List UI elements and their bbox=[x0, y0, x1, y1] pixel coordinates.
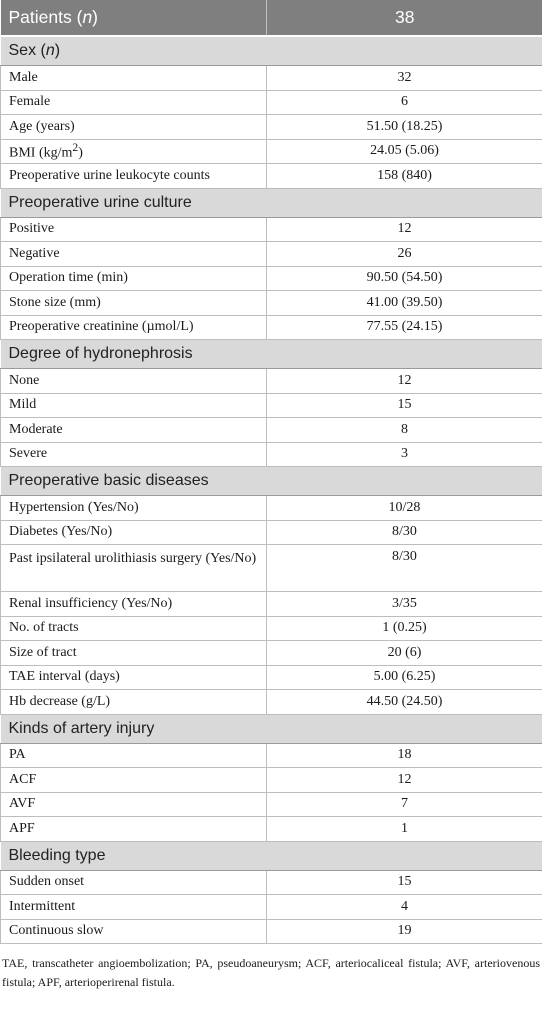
row-label: Renal insufficiency (Yes/No) bbox=[1, 592, 267, 617]
section-header-urine-culture bbox=[1, 188, 542, 217]
section-title: Kinds of artery injury bbox=[1, 714, 542, 743]
row-label: APF bbox=[1, 817, 267, 842]
row-value: 3 bbox=[267, 442, 542, 467]
section-header-basic-diseases bbox=[1, 467, 542, 496]
table-row bbox=[1, 315, 542, 340]
section-header-artery-injury bbox=[1, 714, 542, 743]
table-row bbox=[1, 90, 542, 115]
header-label-text: Patients ( bbox=[8, 7, 83, 27]
table-row bbox=[1, 139, 542, 164]
table-row bbox=[1, 442, 542, 467]
row-value: 1 bbox=[267, 817, 542, 842]
row-label-text: BMI (kg/m bbox=[9, 145, 73, 161]
row-value: 19 bbox=[267, 919, 542, 944]
table-row bbox=[1, 266, 542, 291]
row-label: Preoperative urine leukocyte counts bbox=[1, 164, 267, 189]
row-label: Sudden onset bbox=[1, 870, 267, 895]
table-row bbox=[1, 592, 542, 617]
row-value: 10/28 bbox=[267, 496, 542, 521]
table-row bbox=[1, 291, 542, 316]
table-row bbox=[1, 496, 542, 521]
table-row bbox=[1, 164, 542, 189]
section-title-text: Sex ( bbox=[8, 42, 46, 59]
section-title: Bleeding type bbox=[1, 841, 542, 870]
row-value: 20 (6) bbox=[267, 641, 542, 666]
table-row bbox=[1, 768, 542, 793]
row-label: Moderate bbox=[1, 418, 267, 443]
table-row bbox=[1, 616, 542, 641]
row-value: 7 bbox=[267, 792, 542, 817]
row-label: No. of tracts bbox=[1, 616, 267, 641]
table-header-row bbox=[1, 0, 542, 36]
row-value: 32 bbox=[267, 66, 542, 91]
table-row bbox=[1, 520, 542, 545]
table-row bbox=[1, 393, 542, 418]
row-value: 77.55 (24.15) bbox=[267, 315, 542, 340]
row-value: 8/30 bbox=[267, 545, 542, 592]
table-row bbox=[1, 115, 542, 140]
row-value: 90.50 (54.50) bbox=[267, 266, 542, 291]
row-value: 6 bbox=[267, 90, 542, 115]
row-label: Age (years) bbox=[1, 115, 267, 140]
row-label: AVF bbox=[1, 792, 267, 817]
row-value: 12 bbox=[267, 217, 542, 242]
row-value: 44.50 (24.50) bbox=[267, 690, 542, 715]
table-row bbox=[1, 895, 542, 920]
section-header-sex bbox=[1, 36, 542, 66]
row-label: Stone size (mm) bbox=[1, 291, 267, 316]
row-label: ACF bbox=[1, 768, 267, 793]
row-value: 1 (0.25) bbox=[267, 616, 542, 641]
table-row bbox=[1, 545, 542, 592]
row-label: Hypertension (Yes/No) bbox=[1, 496, 267, 521]
row-label-superscript: 2 bbox=[72, 140, 79, 154]
table-row bbox=[1, 743, 542, 768]
row-value: 15 bbox=[267, 393, 542, 418]
row-value: 24.05 (5.06) bbox=[267, 139, 542, 164]
row-label: Size of tract bbox=[1, 641, 267, 666]
table-row bbox=[1, 870, 542, 895]
row-value: 5.00 (6.25) bbox=[267, 665, 542, 690]
table-row bbox=[1, 217, 542, 242]
row-label bbox=[1, 139, 267, 164]
table-row bbox=[1, 66, 542, 91]
row-value: 3/35 bbox=[267, 592, 542, 617]
table-row bbox=[1, 418, 542, 443]
row-value: 51.50 (18.25) bbox=[267, 115, 542, 140]
row-value: 26 bbox=[267, 242, 542, 267]
row-value: 8/30 bbox=[267, 520, 542, 545]
section-header-bleeding-type bbox=[1, 841, 542, 870]
row-label: Male bbox=[1, 66, 267, 91]
row-label: Past ipsilateral urolithiasis surgery (Yes/No) bbox=[1, 545, 267, 592]
row-label: Negative bbox=[1, 242, 267, 267]
section-header-hydronephrosis bbox=[1, 340, 542, 369]
table-row bbox=[1, 817, 542, 842]
row-value: 41.00 (39.50) bbox=[267, 291, 542, 316]
header-label-variable: n bbox=[82, 7, 93, 27]
row-label: Severe bbox=[1, 442, 267, 467]
row-label: Female bbox=[1, 90, 267, 115]
table-row bbox=[1, 665, 542, 690]
row-label-close: ) bbox=[78, 145, 83, 161]
section-title-close: ) bbox=[54, 42, 61, 59]
section-title: Degree of hydronephrosis bbox=[1, 340, 542, 369]
row-label: Positive bbox=[1, 217, 267, 242]
section-title bbox=[1, 36, 542, 66]
row-label: Mild bbox=[1, 393, 267, 418]
row-value: 15 bbox=[267, 870, 542, 895]
row-value: 8 bbox=[267, 418, 542, 443]
table-row bbox=[1, 919, 542, 944]
section-title: Preoperative urine culture bbox=[1, 188, 542, 217]
section-title: Preoperative basic diseases bbox=[1, 467, 542, 496]
header-value: 38 bbox=[267, 0, 542, 36]
row-label: Operation time (min) bbox=[1, 266, 267, 291]
section-title-variable: n bbox=[45, 42, 55, 59]
row-label: Preoperative creatinine (µmol/L) bbox=[1, 315, 267, 340]
row-value: 18 bbox=[267, 743, 542, 768]
row-label: TAE interval (days) bbox=[1, 665, 267, 690]
row-value: 12 bbox=[267, 768, 542, 793]
table-row bbox=[1, 242, 542, 267]
row-value: 158 (840) bbox=[267, 164, 542, 189]
row-label: PA bbox=[1, 743, 267, 768]
row-label: None bbox=[1, 369, 267, 394]
table-row bbox=[1, 792, 542, 817]
row-label: Hb decrease (g/L) bbox=[1, 690, 267, 715]
row-value: 4 bbox=[267, 895, 542, 920]
row-label: Intermittent bbox=[1, 895, 267, 920]
table-row bbox=[1, 369, 542, 394]
row-value: 12 bbox=[267, 369, 542, 394]
header-label-close: ) bbox=[92, 7, 98, 27]
header-label bbox=[1, 0, 267, 36]
row-label: Diabetes (Yes/No) bbox=[1, 520, 267, 545]
table-row bbox=[1, 690, 542, 715]
table-row bbox=[1, 641, 542, 666]
table-footnote: TAE, transcatheter angioembolization; PA, pseudoaneurysm; ACF, arteriocaliceal fistula; AVF, arteriovenous fistula; APF, arterioperirenal fistula. bbox=[2, 956, 540, 989]
row-label: Continuous slow bbox=[1, 919, 267, 944]
